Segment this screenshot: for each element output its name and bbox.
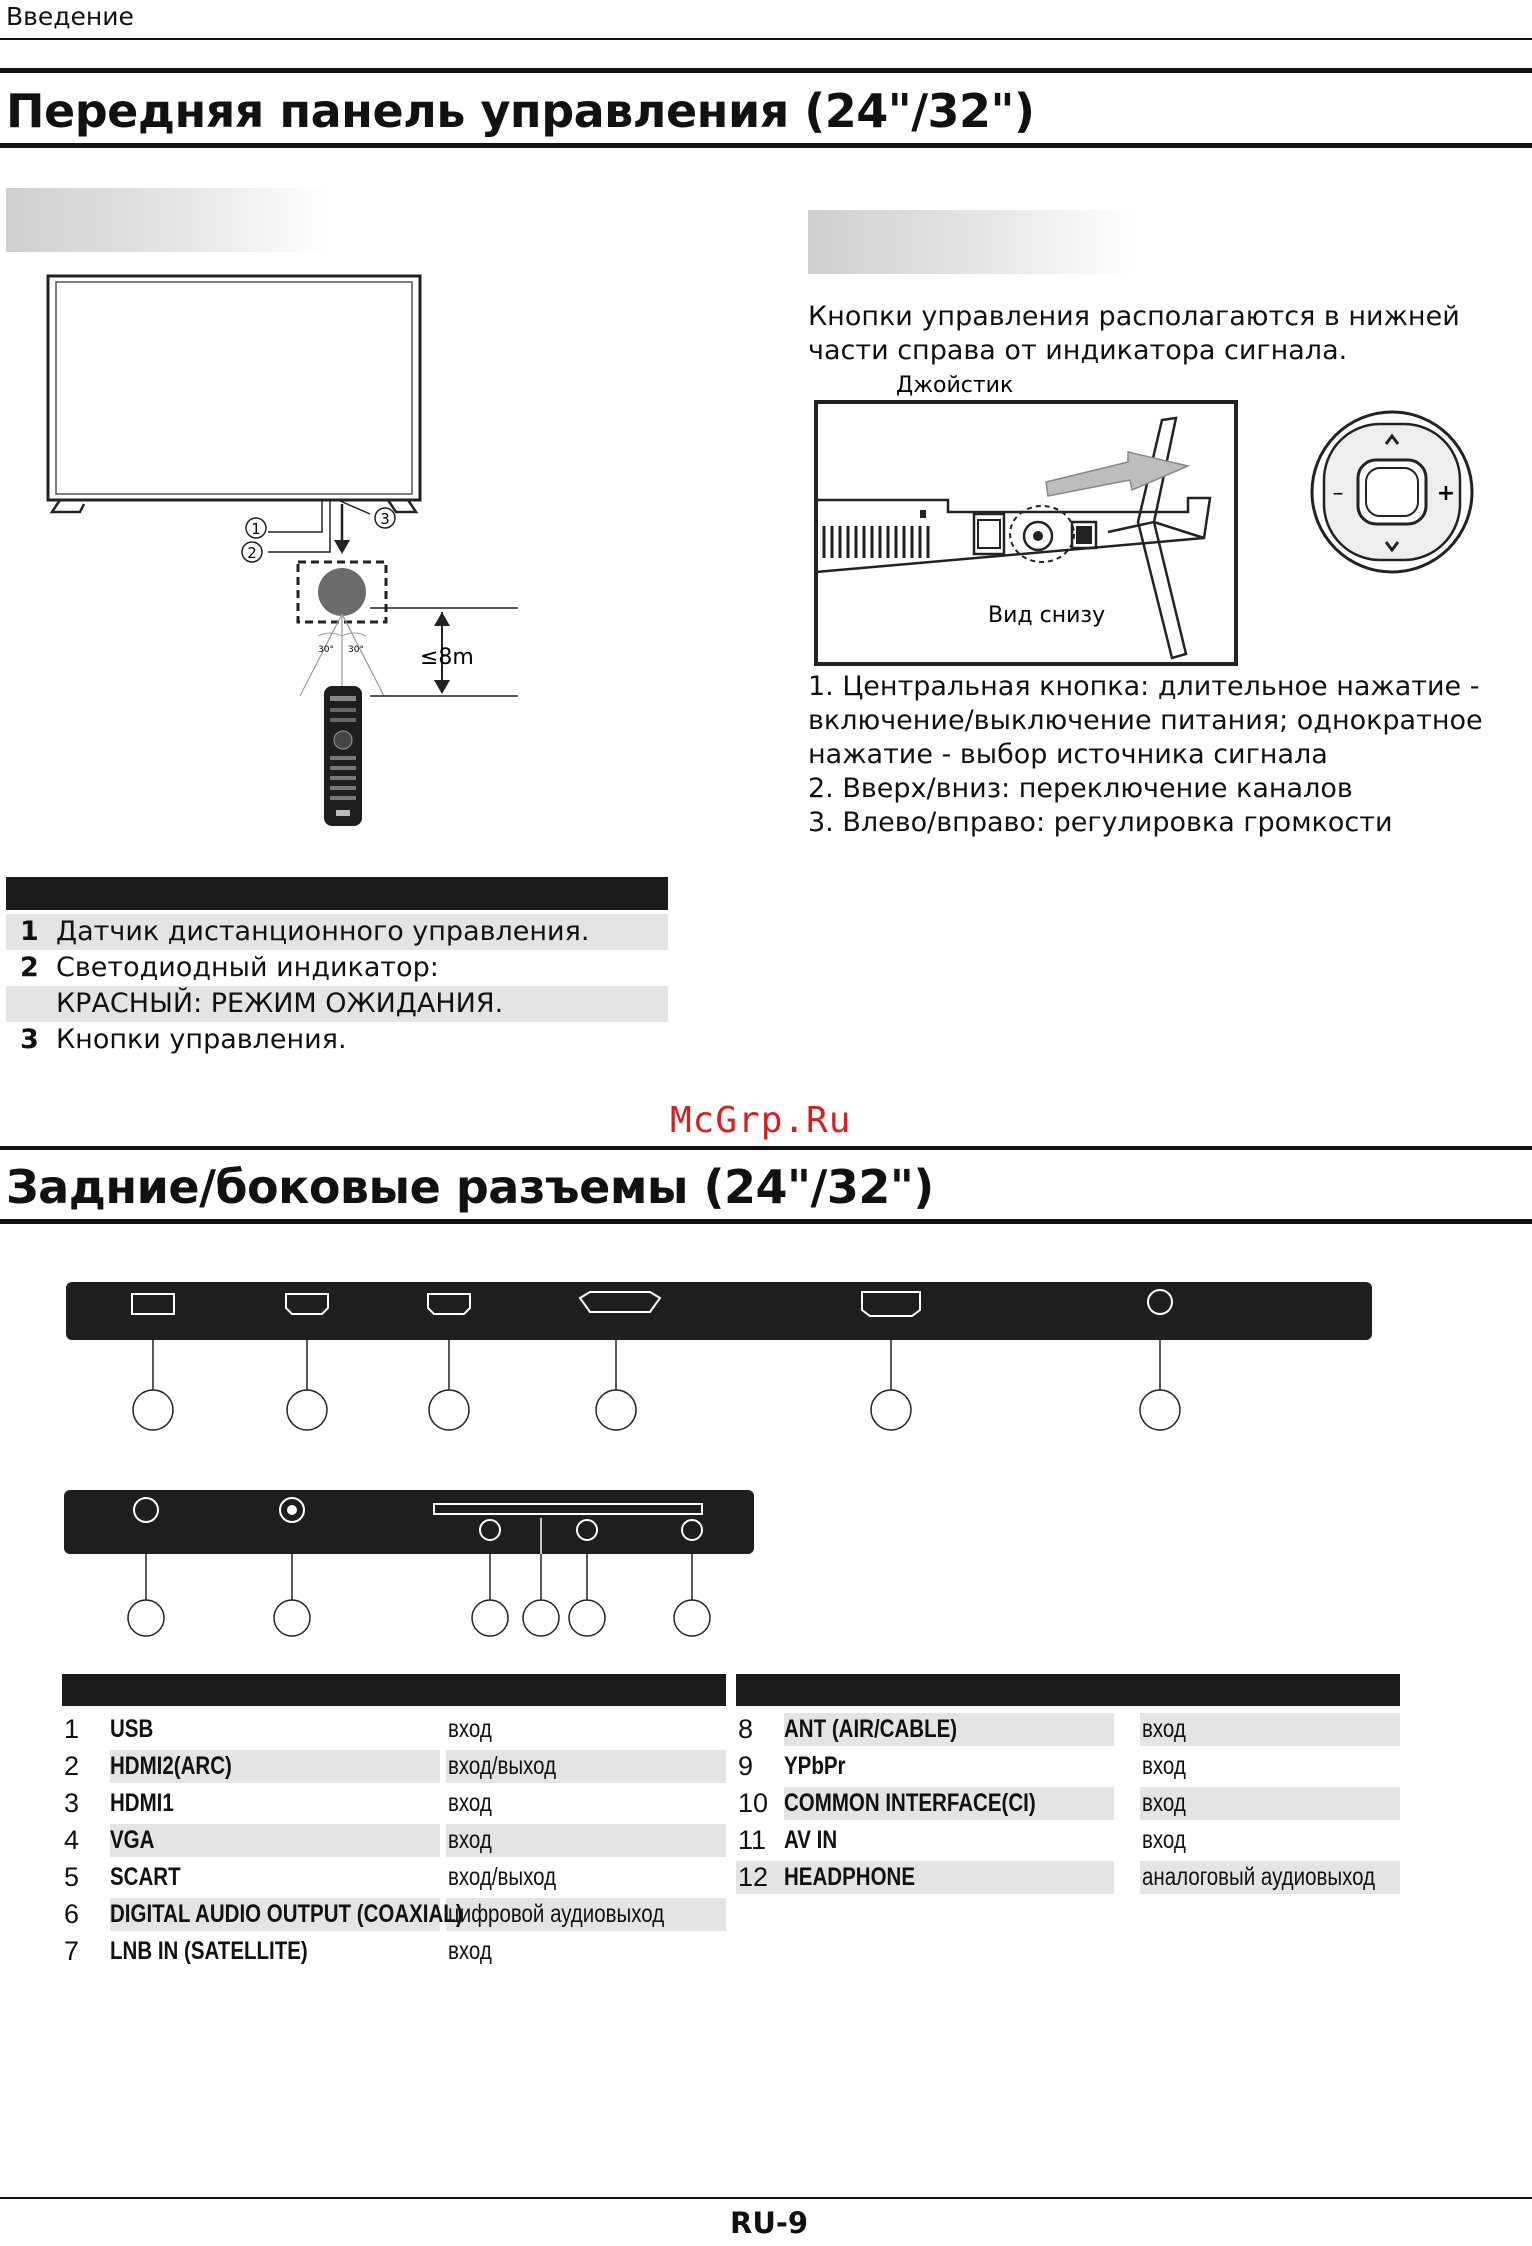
row-name: USB xyxy=(110,1715,154,1743)
angle-left-label: 30° xyxy=(318,645,334,655)
legend-text: КРАСНЫЙ: РЕЖИМ ОЖИДАНИЯ. xyxy=(56,988,504,1019)
row-dir: вход xyxy=(1142,1715,1186,1743)
minus-icon: – xyxy=(1332,481,1344,506)
row-dir: вход xyxy=(1142,1826,1186,1854)
instruction-1: 1. Центральная кнопка: длительное нажатие - включение/выключение питания; однократное нажатие - выбор источника сигнала xyxy=(808,671,1483,770)
row-name: ANT (AIR/CABLE) xyxy=(784,1715,958,1743)
tv-screen xyxy=(48,276,420,500)
title-rule-bottom xyxy=(0,143,1532,148)
legend-text: Датчик дистанционного управления. xyxy=(56,916,590,947)
row-dir: вход xyxy=(448,1715,492,1743)
row-dir: аналоговый аудиовыход xyxy=(1142,1863,1376,1891)
joystick-label: Джойстик xyxy=(896,373,1014,398)
table-row xyxy=(736,1711,1400,1748)
row-dir: вход xyxy=(448,1826,492,1854)
remote-control xyxy=(324,686,362,826)
legend-row xyxy=(6,950,668,986)
callout-1-label: 1 xyxy=(251,520,261,538)
row-name: YPbPr xyxy=(784,1752,846,1780)
row-num: 7 xyxy=(64,1936,80,1966)
instruction-2: 2. Вверх/вниз: переключение каналов xyxy=(808,773,1353,804)
legend-num: 1 xyxy=(20,916,39,947)
rear-panel-strip xyxy=(66,1282,1372,1340)
plus-icon: + xyxy=(1436,481,1456,506)
table-row xyxy=(62,1748,726,1785)
bottom-view-label: Вид снизу xyxy=(988,603,1106,628)
footer-rule xyxy=(0,2197,1532,2199)
row-num: 9 xyxy=(738,1751,754,1781)
table-row xyxy=(736,1785,1400,1822)
instruction-3: 3. Влево/вправо: регулировка громкости xyxy=(808,807,1393,838)
right-table-header-bar xyxy=(736,1674,1400,1706)
row-num: 6 xyxy=(64,1899,80,1929)
left-section-tab xyxy=(6,188,330,252)
distance-label: ≤8m xyxy=(420,645,474,670)
left-table-header-bar xyxy=(62,1674,726,1706)
callout-3-label: 3 xyxy=(380,510,390,528)
legend-header-bar xyxy=(6,877,668,910)
title-rule-top-2 xyxy=(0,1146,1532,1150)
rear-panel-title: Задние/боковые разъемы (24"/32") xyxy=(6,1160,934,1214)
row-num: 12 xyxy=(738,1862,769,1892)
callout-2-label: 2 xyxy=(247,544,257,562)
joystick-diagram xyxy=(808,362,1488,672)
row-num: 4 xyxy=(64,1825,80,1855)
legend-text: Светодиодный индикатор: xyxy=(56,952,439,983)
header-rule xyxy=(0,38,1532,40)
row-name: HEADPHONE xyxy=(784,1863,915,1891)
angle-right-label: 30° xyxy=(348,645,364,655)
section-header: Введение xyxy=(6,2,134,31)
page-number: RU-9 xyxy=(730,2206,809,2240)
ir-sensor xyxy=(318,568,366,616)
table-row xyxy=(62,1785,726,1822)
legend-row xyxy=(6,1022,668,1058)
row-dir: вход/выход xyxy=(448,1752,557,1780)
front-panel-title: Передняя панель управления (24"/32") xyxy=(6,84,1035,138)
controls-intro: Кнопки управления располагаются в нижней части справа от индикатора сигнала. xyxy=(808,301,1460,366)
row-name: AV IN xyxy=(784,1826,838,1854)
legend-row xyxy=(6,914,668,950)
joystick-zoom xyxy=(1312,412,1472,572)
title-rule-top xyxy=(0,68,1532,73)
left-connector-table xyxy=(62,1711,726,1970)
row-dir: вход xyxy=(1142,1789,1186,1817)
table-row xyxy=(736,1822,1400,1859)
row-name: LNB IN (SATELLITE) xyxy=(110,1937,308,1965)
table-row xyxy=(62,1896,726,1933)
row-name: HDMI2(ARC) xyxy=(110,1752,232,1780)
connector-diagram xyxy=(60,1270,1380,1650)
title-rule-bottom-2 xyxy=(0,1219,1532,1224)
row-name: COMMON INTERFACE(CI) xyxy=(784,1789,1036,1817)
table-row xyxy=(62,1933,726,1970)
row-dir: вход xyxy=(448,1789,492,1817)
row-num: 10 xyxy=(738,1788,769,1818)
row-name: VGA xyxy=(110,1826,155,1854)
table-row xyxy=(62,1859,726,1896)
front-legend xyxy=(6,914,668,1058)
row-name: SCART xyxy=(110,1863,181,1891)
legend-num: 3 xyxy=(20,1024,39,1055)
tv-front-diagram xyxy=(0,260,540,850)
watermark: McGrp.Ru xyxy=(670,1100,852,1141)
row-num: 1 xyxy=(64,1714,80,1744)
row-dir: вход xyxy=(1142,1752,1186,1780)
side-panel-strip xyxy=(64,1490,754,1554)
row-num: 11 xyxy=(738,1825,767,1855)
right-connector-table xyxy=(736,1711,1400,1896)
legend-num: 2 xyxy=(20,952,39,983)
row-num: 3 xyxy=(64,1788,80,1818)
row-dir: цифровой аудиовыход xyxy=(448,1900,665,1928)
row-name: HDMI1 xyxy=(110,1789,174,1817)
table-row xyxy=(736,1859,1400,1896)
row-dir: вход xyxy=(448,1937,492,1965)
right-section-tab xyxy=(808,210,1136,274)
row-num: 8 xyxy=(738,1714,754,1744)
table-row xyxy=(736,1748,1400,1785)
table-row xyxy=(62,1711,726,1748)
row-num: 5 xyxy=(64,1862,80,1892)
table-row xyxy=(62,1822,726,1859)
row-num: 2 xyxy=(64,1751,80,1781)
legend-row xyxy=(6,986,668,1022)
tv-foot-left xyxy=(52,500,84,512)
row-name: DIGITAL AUDIO OUTPUT (COAXIAL) xyxy=(110,1900,463,1928)
legend-text: Кнопки управления. xyxy=(56,1024,347,1055)
row-dir: вход/выход xyxy=(448,1863,557,1891)
